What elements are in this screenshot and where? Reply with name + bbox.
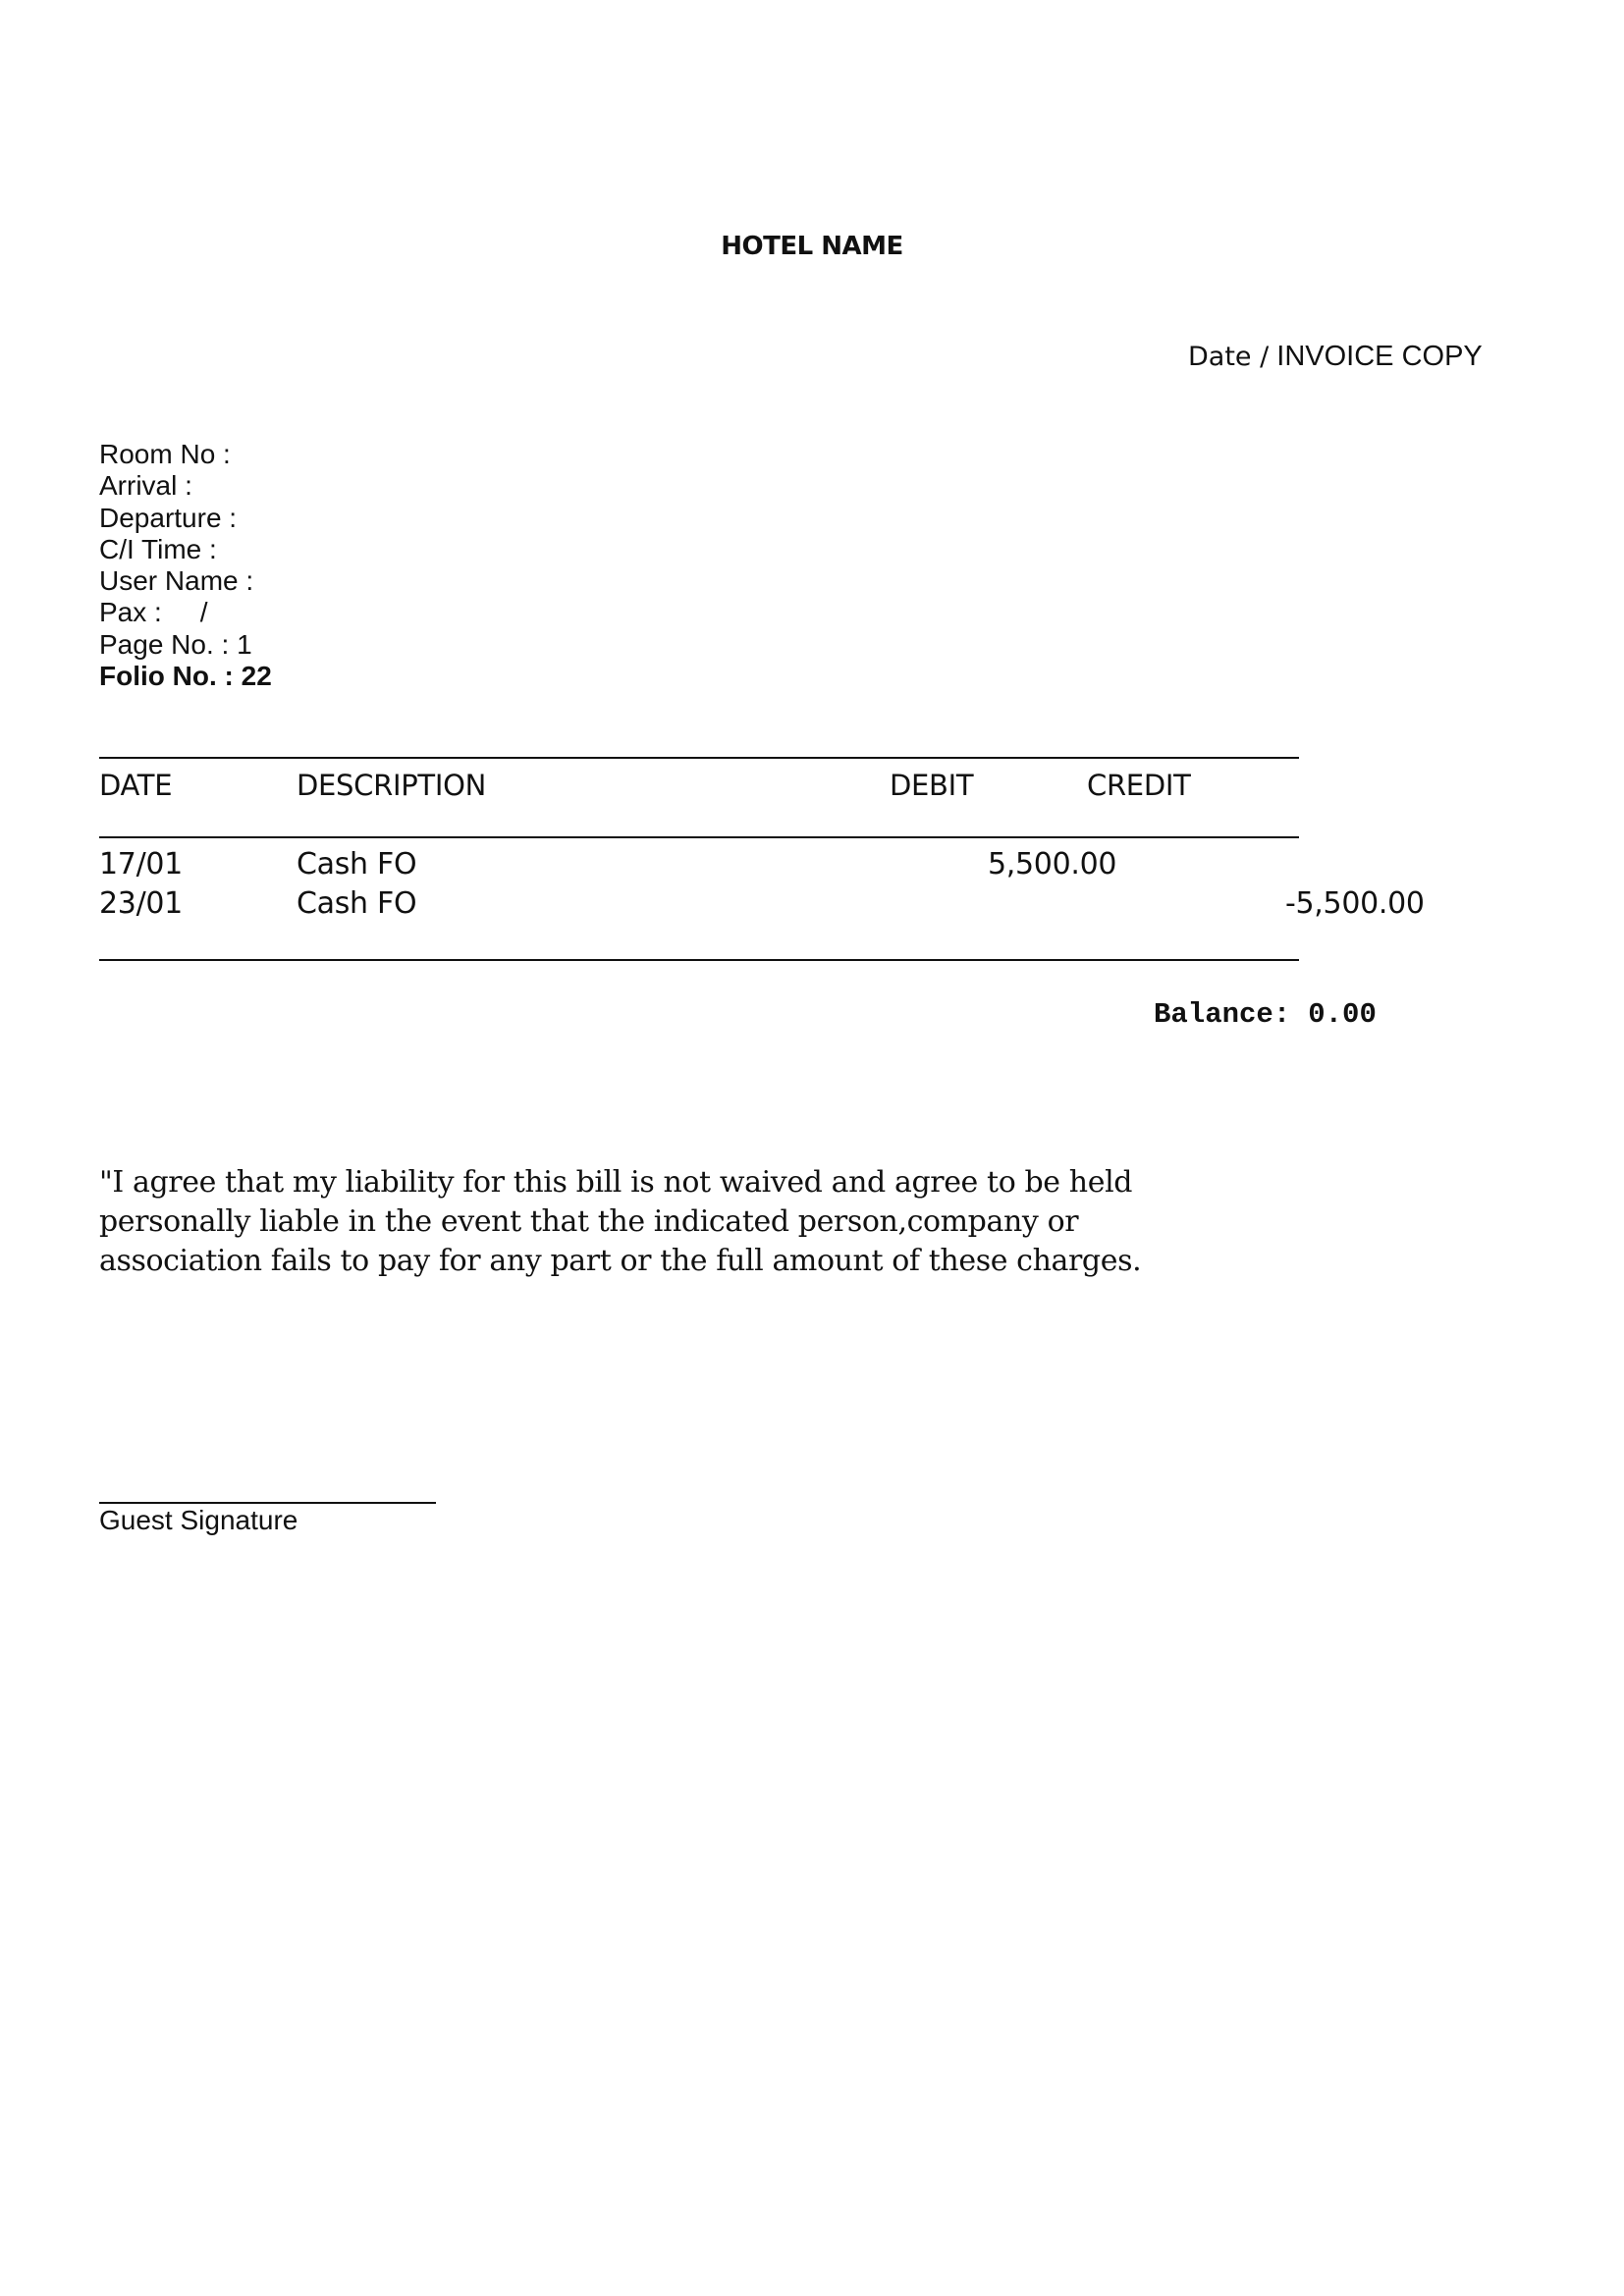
ci-time: C/I Time :	[99, 533, 217, 564]
column-header-description: DESCRIPTION	[297, 769, 486, 802]
date-invoice-copy	[1188, 341, 1483, 373]
signature-line	[99, 1502, 436, 1504]
balance	[1154, 998, 1377, 1031]
room-no: Room No :	[99, 439, 231, 469]
table-header-rule	[99, 836, 1299, 838]
arrival: Arrival :	[99, 470, 192, 502]
user-name: User Name :	[99, 565, 254, 597]
row-description: Cash FO	[297, 847, 417, 881]
table-bottom-rule	[99, 959, 1299, 961]
liability-statement: "I agree that my liability for this bill is not waived and agree to be held personally liable in the event that the indicated person,company or association fails to pay for any part or the full amount of these charges.	[99, 1165, 1142, 1278]
row-date: 17/01	[99, 847, 183, 881]
table-top-rule	[99, 757, 1299, 759]
guest-info-block	[99, 439, 272, 692]
folio-no: Folio No. : 22	[99, 661, 272, 692]
row-credit: -5,500.00	[1285, 886, 1425, 921]
row-date: 23/01	[99, 886, 183, 921]
balance-value: 0.00	[1308, 998, 1377, 1031]
invoice-copy-label: INVOICE COPY	[1276, 341, 1483, 372]
page-no: Page No. : 1	[99, 628, 252, 660]
date-label: Date /	[1188, 342, 1270, 372]
column-header-date: DATE	[99, 769, 173, 802]
departure: Departure :	[99, 502, 238, 533]
column-header-credit: CREDIT	[1087, 769, 1191, 802]
row-description: Cash FO	[297, 886, 417, 921]
pax: Pax : /	[99, 597, 208, 628]
column-header-debit: DEBIT	[890, 769, 974, 802]
row-debit: 5,500.00	[988, 847, 1117, 881]
guest-signature-label: Guest Signature	[99, 1505, 298, 1535]
balance-label: Balance:	[1154, 998, 1291, 1031]
hotel-name: HOTEL NAME	[721, 232, 903, 261]
